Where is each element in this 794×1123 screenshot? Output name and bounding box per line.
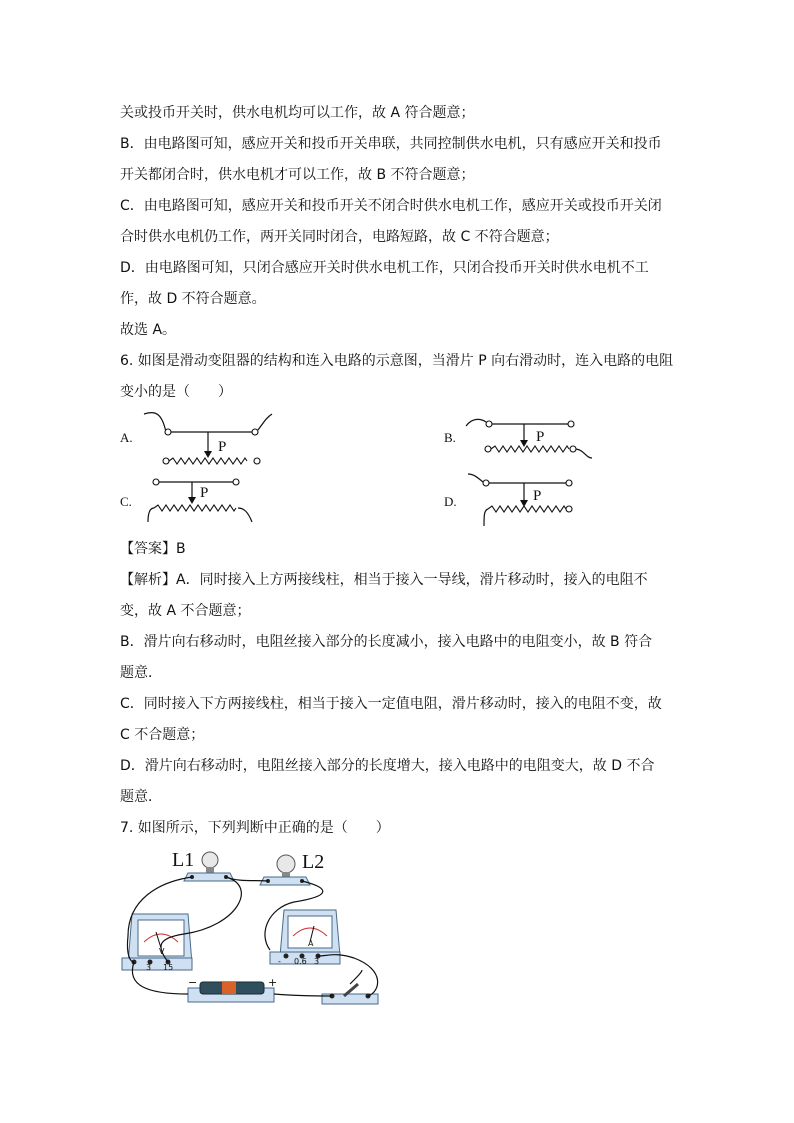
option-d-label: D. [444, 494, 457, 509]
explanation-line: 变，故 A 不合题意； [120, 603, 251, 619]
ammeter [270, 910, 340, 966]
switch [322, 984, 378, 1004]
text-line: 合时供水电机仍工作，两开关同时闭合，电路短路，故 C 不符合题意； [120, 229, 559, 245]
svg-text:3: 3 [314, 957, 320, 966]
text-line: 作，故 D 不符合题意。 [120, 291, 266, 307]
text-line: D．由电路图可知，只闭合感应开关时供水电机工作，只闭合投币开关时供水电机不工 [120, 260, 649, 276]
text-line: 关或投币开关时，供水电机均可以工作，故 A 符合题意； [120, 105, 475, 121]
rheostat-diagram-d [466, 470, 586, 530]
slider-p-label: P [533, 488, 542, 504]
question-6-text: 6. 如图是滑动变阻器的结构和连入电路的示意图，当滑片 P 向右滑动时，连入电路的电阻 [120, 353, 674, 369]
text-line: C．由电路图可知，感应开关和投币开关不闭合时供水电机工作，感应开关或投币开关闭 [120, 198, 662, 214]
option-a-label: A. [120, 430, 133, 445]
explanation-line: C 不合题意； [120, 727, 205, 743]
svg-text:A: A [308, 939, 314, 948]
answer-line: 【答案】B [120, 541, 186, 557]
lamp-l1 [172, 849, 234, 881]
svg-text:−: − [188, 976, 198, 989]
svg-text:V: V [159, 947, 165, 956]
svg-text:0.6: 0.6 [294, 957, 307, 966]
explanation-line: 题意． [120, 665, 162, 681]
explanation-line: 【解析】A．同时接入上方两接线柱，相当于接入一导线，滑片移动时，接入的电阻不 [120, 572, 648, 588]
battery-pack [188, 976, 277, 1002]
question-6-text: 变小的是（ ） [120, 384, 232, 400]
slider-p-label: P [536, 429, 545, 445]
text-line: 开关都闭合时，供水电机才可以工作，故 B 不符合题意； [120, 167, 475, 183]
question-7-text: 7. 如图所示，下列判断中正确的是（ ） [120, 820, 390, 836]
svg-text:+: + [268, 976, 278, 989]
svg-text:L1: L1 [172, 849, 195, 871]
explanation-line: B．滑片向右移动时，电阻丝接入部分的长度减小，接入电路中的电阻变小，故 B 符合 [120, 634, 653, 650]
svg-text:-: - [278, 957, 281, 966]
rheostat-diagram-c [140, 474, 264, 526]
option-b-label: B. [444, 430, 456, 445]
slider-p-label: P [200, 485, 209, 501]
voltmeter [122, 914, 192, 972]
slider-p-label: P [218, 439, 227, 455]
explanation-line: D．滑片向右移动时，电阻丝接入部分的长度增大，接入电路中的电阻变大，故 D 不合 [120, 758, 655, 774]
text-line: B．由电路图可知，感应开关和投币开关串联，共同控制供水电机，只有感应开关和投币 [120, 136, 662, 152]
lamp-l2 [260, 851, 324, 885]
circuit-illustration [118, 846, 390, 1011]
svg-text:L2: L2 [302, 851, 325, 873]
explanation-line: C．同时接入下方两接线柱，相当于接入一定值电阻，滑片移动时，接入的电阻不变，故 [120, 696, 662, 712]
svg-text:15: 15 [163, 963, 174, 972]
explanation-line: 题意． [120, 789, 162, 805]
option-c-label: C. [120, 494, 132, 509]
rheostat-diagram-b [462, 412, 602, 464]
rheostat-diagram-a [140, 408, 280, 468]
text-line: 故选 A。 [120, 322, 177, 338]
svg-text:3: 3 [146, 963, 152, 972]
